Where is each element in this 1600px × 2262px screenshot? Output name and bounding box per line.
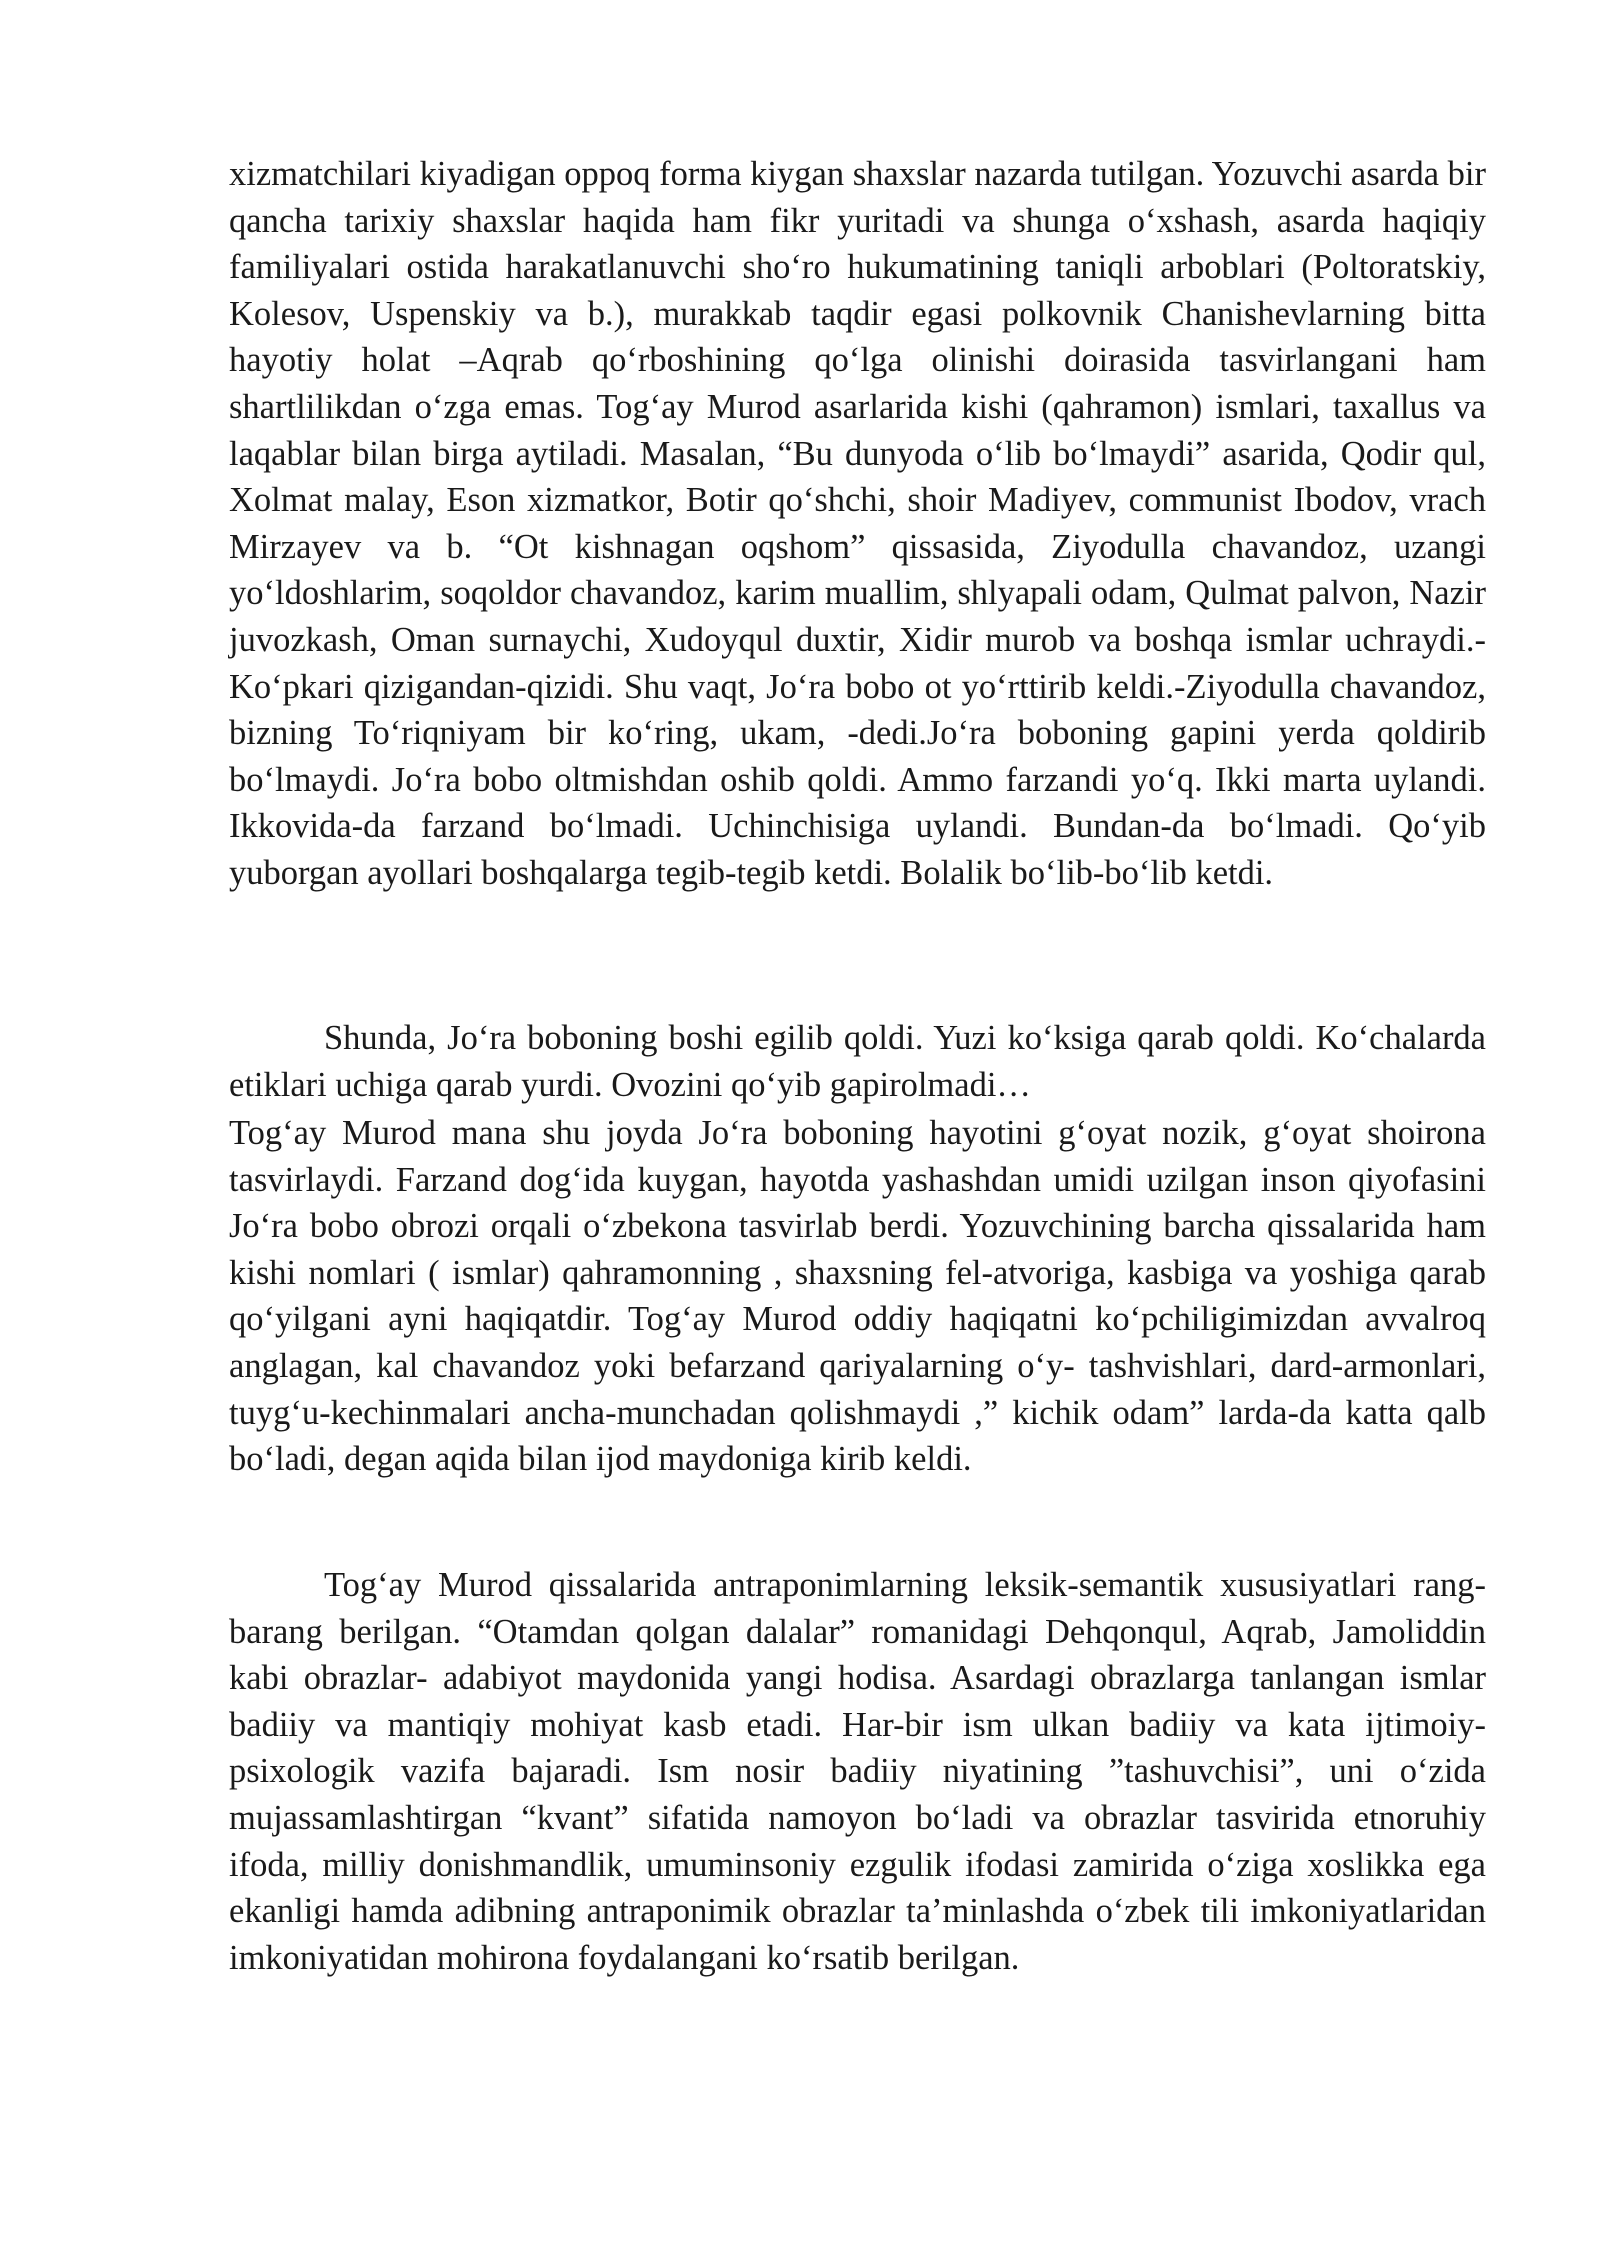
paragraph-continuation xyxy=(229,151,1486,897)
paragraph-indented xyxy=(229,1562,1486,1981)
paragraph xyxy=(229,1110,1486,1483)
paragraph-text: Shunda, Jo‘ra boboning boshi egilib qoldi. Yuzi ko‘ksiga qarab qoldi. Ko‘chalarda etiklari uchiga qarab yurdi. Ovozini qo‘yib gapirolmadi… xyxy=(229,1019,1486,1104)
paragraph-indented xyxy=(229,1015,1486,1108)
paragraph-text: Tog‘ay Murod qissalarida antraponimlarning leksik-semantik xususiyatlari rang-barang berilgan. “Otamdan qolgan dalalar” romanidagi Dehqonqul, Aqrab, Jamoliddin kabi obrazlar- adabiyot maydonida yangi hodisa. Asardagi obrazlarga tanlangan ismlar badiiy va mantiqiy mohiyat kasb etadi. Har-bir ism ulkan badiiy va kata ijtimoiy-psixologik vazifa bajaradi. Ism nosir badiiy niyatining ”tashuvchisi”, uni o‘zida mujassamlashtirgan “kvant” sifatida namoyon bo‘ladi va obrazlar tasvirida etnoruhiy ifoda, milliy donishmandlik, umuminsoniy ezgulik ifodasi zamirida o‘ziga xoslikka ega ekanligi hamda adibning antraponimik obrazlar ta’minlashda o‘zbek tili imkoniyatlaridan imkoniyatidan mohirona foydalangani ko‘rsatib berilgan. xyxy=(229,1566,1486,1977)
paragraph-text: xizmatchilari kiyadigan oppoq forma kiygan shaxslar nazarda tutilgan. Yozuvchi asarda bir qancha tarixiy shaxslar haqida ham fikr yuritadi va shunga o‘xshash, asarda haqiqiy familiyalari ostida harakatlanuvchi sho‘ro hukumatining taniqli arboblari (Poltoratskiy, Kolesov, Uspenskiy va b.), murakkab taqdir egasi polkovnik Chanishevlarning bitta hayotiy holat –Aqrab qo‘rboshining qo‘lga olinishi doirasida tasvirlangani ham shartlilikdan o‘zga emas. Tog‘ay Murod asarlarida kishi (qahramon) ismlari, taxallus va laqablar bilan birga aytiladi. Masalan, “Bu dunyoda o‘lib bo‘lmaydi” asarida, Qodir qul, Xolmat malay, Eson xizmatkor, Botir qo‘shchi, shoir Madiyev, communist Ibodov, vrach Mirzayev va b. “Ot kishnagan oqshom” qissasida, Ziyodulla chavandoz, uzangi yo‘ldoshlarim, soqoldor chavandoz, karim muallim, shlyapali odam, Qulmat palvon, Nazir juvozkash, Oman surnaychi, Xudoyqul duxtir, Xidir murob va boshqa ismlar uchraydi.-Ko‘pkari qizigandan-qizidi. Shu vaqt, Jo‘ra bobo ot yo‘rttirib keldi.-Ziyodulla chavandoz, bizning To‘riqniyam bir ko‘ring, ukam, -dedi.Jo‘ra boboning gapini yerda qoldirib bo‘lmaydi. Jo‘ra bobo oltmishdan oshib qoldi. Ammo farzandi yo‘q. Ikki marta uylandi. Ikkovida-da farzand bo‘lmadi. Uchinchisiga uylandi. Bundan-da bo‘lmadi. Qo‘yib yuborgan ayollari boshqalarga tegib-tegib ketdi. Bolalik bo‘lib-bo‘lib ketdi. xyxy=(229,155,1486,892)
paragraph-text: Tog‘ay Murod mana shu joyda Jo‘ra boboning hayotini g‘oyat nozik, g‘oyat shoirona tasvirlaydi. Farzand dog‘ida kuygan, hayotda yashashdan umidi uzilgan inson qiyofasini Jo‘ra bobo obrozi orqali o‘zbekona tasvirlab berdi. Yozuvchining barcha qissalarida ham kishi nomlari ( ismlar) qahramonning , shaxsning fel-atvoriga, kasbiga va yoshiga qarab qo‘yilgani ayni haqiqatdir. Tog‘ay Murod oddiy haqiqatni ko‘pchiligimizdan avvalroq anglagan, kal chavandoz yoki befarzand qariyalarning o‘y- tashvishlari, dard-armonlari, tuyg‘u-kechinmalari ancha-munchadan qolishmaydi ,” kichik odam” larda-da katta qalb bo‘ladi, degan aqida bilan ijod maydoniga kirib keldi. xyxy=(229,1114,1486,1479)
